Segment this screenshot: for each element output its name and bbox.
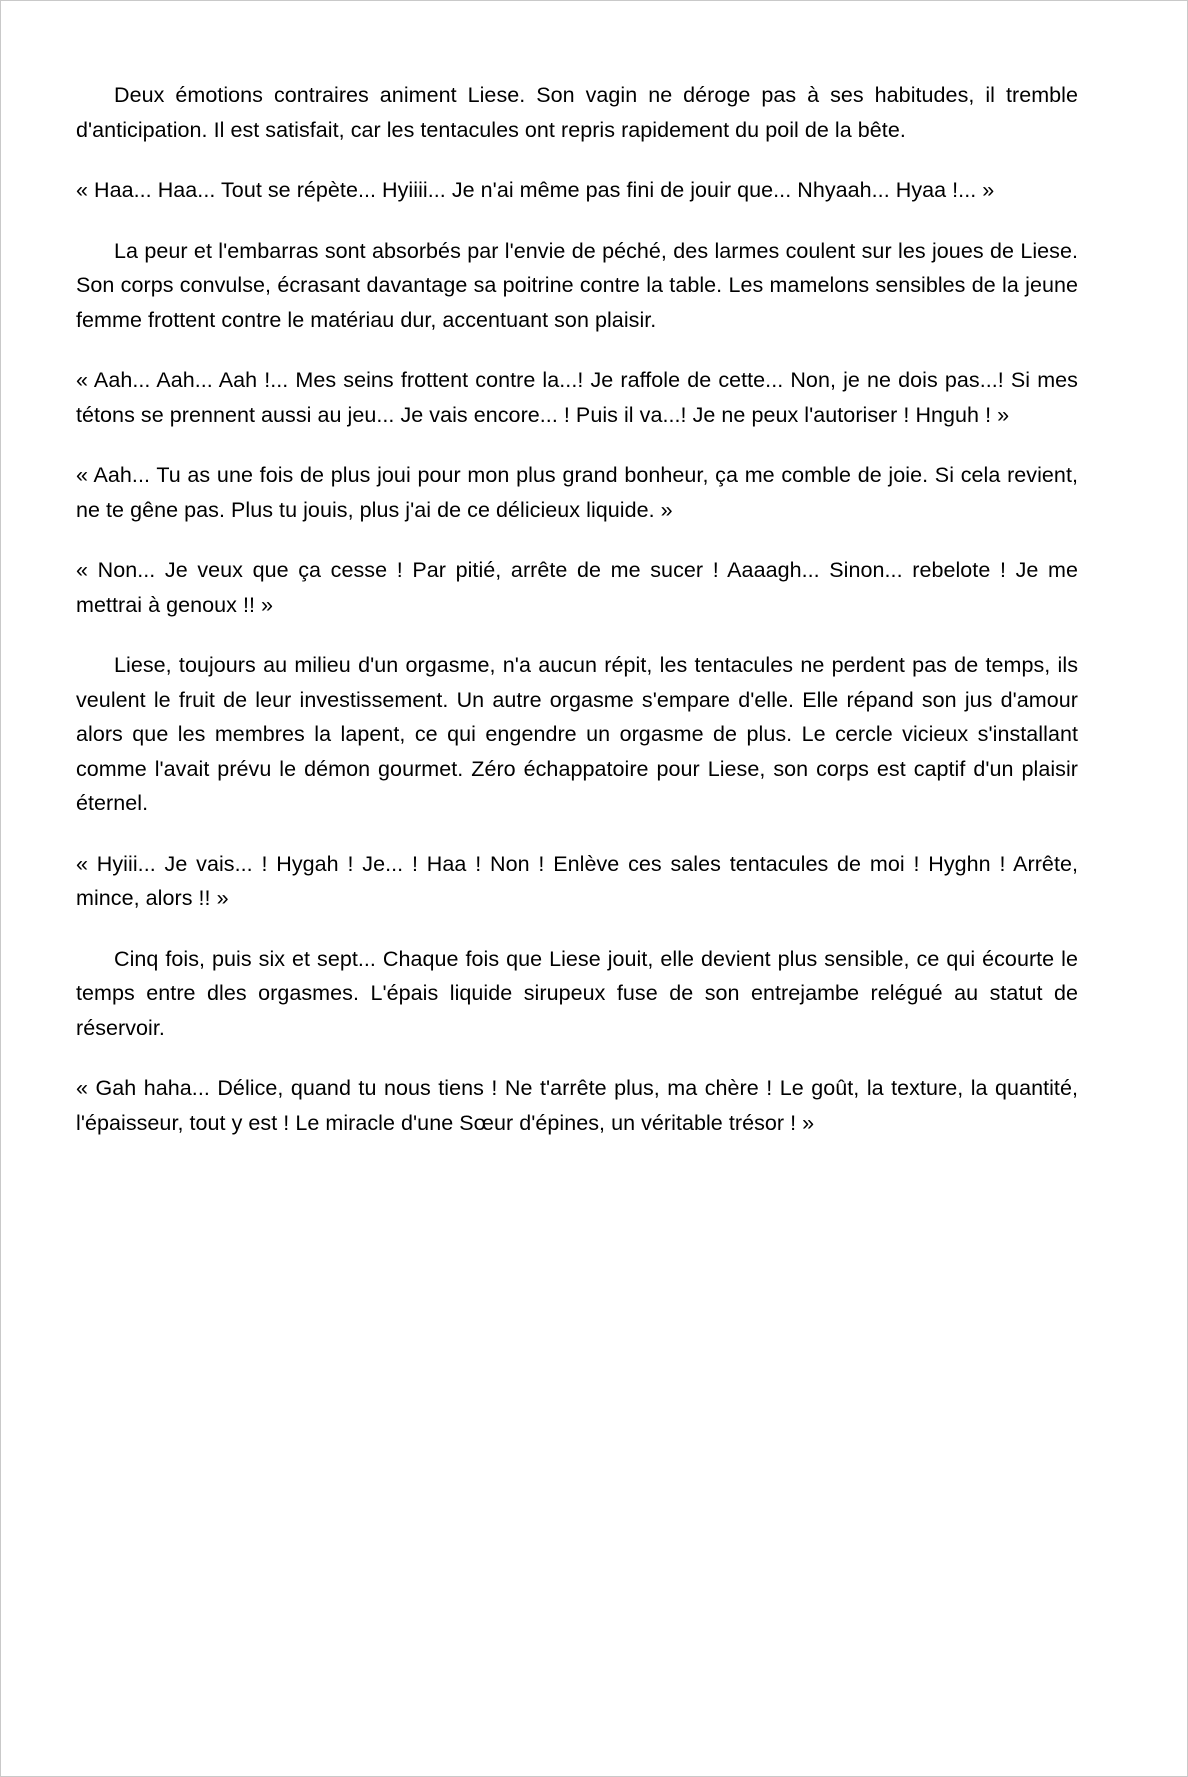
- paragraph: « Aah... Aah... Aah !... Mes seins frottent contre la...! Je raffole de cette... Non, je ne dois pas...! Si mes tétons se prennent aussi au jeu... Je vais encore... ! Puis il va...! Je ne peux l'autoriser ! Hnguh ! »: [76, 368, 1078, 427]
- paragraph: « Gah haha... Délice, quand tu nous tiens ! Ne t'arrête plus, ma chère ! Le goût, la texture, la quantité, l'épaisseur, tout y est ! Le miracle d'une Sœur d'épines, un véritable trésor ! »: [76, 1076, 1078, 1135]
- paragraph: « Aah... Tu as une fois de plus joui pour mon plus grand bonheur, ça me comble de joie. Si cela revient, ne te gêne pas. Plus tu jouis, plus j'ai de ce délicieux liquide. »: [76, 463, 1078, 522]
- document-body: [76, 78, 1078, 1140]
- paragraph: « Non... Je veux que ça cesse ! Par pitié, arrête de me sucer ! Aaaagh... Sinon... rebelote ! Je me mettrai à genoux !! »: [76, 558, 1078, 617]
- paragraph: « Haa... Haa... Tout se répète... Hyiiii... Je n'ai même pas fini de jouir que... Nhyaah... Hyaa !... »: [76, 178, 995, 202]
- paragraph: Cinq fois, puis six et sept... Chaque fois que Liese jouit, elle devient plus sensible, ce qui écourte le temps entre dles orgasmes. L'épais liquide sirupeux fuse de son entrejambe relégué au statut de réservoir.: [76, 946, 1078, 1040]
- paragraph: Liese, toujours au milieu d'un orgasme, n'a aucun répit, les tentacules ne perdent pas de temps, ils veulent le fruit de leur investissement. Un autre orgasme s'empare d'elle. Elle répand son jus d'amour alors que les membres la lapent, ce qui engendre un orgasme de plus. Le cercle vicieux s'installant comme l'avait prévu le démon gourmet. Zéro échappatoire pour Liese, son corps est captif d'un plaisir éternel.: [76, 653, 1078, 815]
- paragraph: La peur et l'embarras sont absorbés par l'envie de péché, des larmes coulent sur les joues de Liese. Son corps convulse, écrasant davantage sa poitrine contre la table. Les mamelons sensibles de la jeune femme frottent contre le matériau dur, accentuant son plaisir.: [76, 238, 1078, 332]
- paragraph: « Hyiii... Je vais... ! Hygah ! Je... ! Haa ! Non ! Enlève ces sales tentacules de moi ! Hyghn ! Arrête, mince, alors !! »: [76, 851, 1078, 910]
- paragraph: Deux émotions contraires animent Liese. Son vagin ne déroge pas à ses habitudes, il tremble d'anticipation. Il est satisfait, car les tentacules ont repris rapidement du poil de la bête.: [76, 83, 1078, 142]
